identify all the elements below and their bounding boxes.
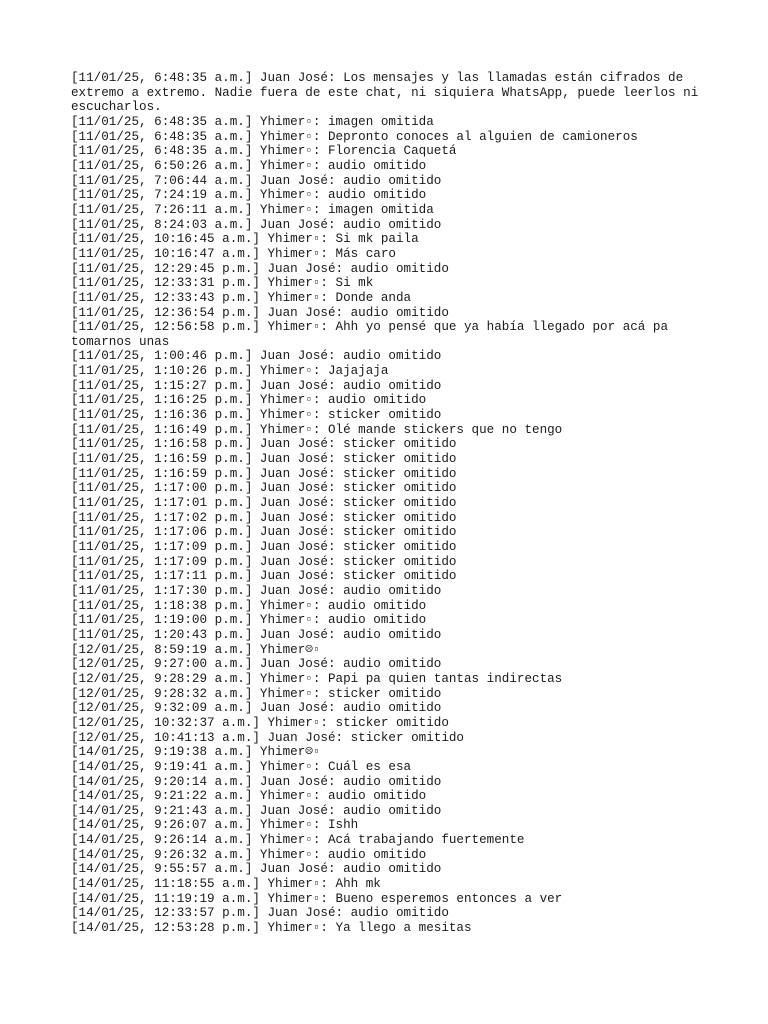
chat-message-line: [11/01/25, 12:33:43 p.m.] Yhimer▫: Donde anda xyxy=(71,290,412,305)
chat-message-line: [14/01/25, 9:21:43 a.m.] Juan José: audio omitido xyxy=(71,803,442,818)
chat-message-line: [14/01/25, 9:26:32 a.m.] Yhimer▫: audio omitido xyxy=(71,847,427,862)
chat-message-line: [11/01/25, 7:06:44 a.m.] Juan José: audio omitido xyxy=(71,173,442,188)
chat-transcript xyxy=(71,71,711,936)
chat-message-line: [11/01/25, 1:16:49 p.m.] Yhimer▫: Olé mande stickers que no tengo xyxy=(71,422,563,437)
chat-message-line: [11/01/25, 12:56:58 p.m.] Yhimer▫: Ahh yo pensé que ya había llegado por acá pa tomarnos unas xyxy=(71,320,676,349)
chat-message-line: [11/01/25, 12:29:45 p.m.] Juan José: audio omitido xyxy=(71,261,449,276)
chat-message-line: [11/01/25, 12:33:31 p.m.] Yhimer▫: Si mk xyxy=(71,276,374,291)
chat-message-line: [11/01/25, 1:16:59 p.m.] Juan José: sticker omitido xyxy=(71,466,457,481)
chat-message-line: [11/01/25, 10:16:45 a.m.] Yhimer▫: Si mk paila xyxy=(71,232,419,247)
chat-message-line: [11/01/25, 1:17:09 p.m.] Juan José: sticker omitido xyxy=(71,554,457,569)
chat-message-line: [11/01/25, 6:48:35 a.m.] Yhimer▫: Depronto conoces al alguien de camioneros xyxy=(71,129,638,144)
chat-message-line: [11/01/25, 1:17:09 p.m.] Juan José: sticker omitido xyxy=(71,540,457,554)
chat-message-line: [12/01/25, 10:32:37 a.m.] Yhimer▫: sticker omitido xyxy=(71,715,449,730)
chat-message-line: [14/01/25, 11:18:55 a.m.] Yhimer▫: Ahh mk xyxy=(71,877,381,892)
chat-message-line: [11/01/25, 1:18:38 p.m.] Yhimer▫: audio omitido xyxy=(71,598,427,613)
chat-message-line: [11/01/25, 1:10:26 p.m.] Yhimer▫: Jajajaja xyxy=(71,364,389,379)
chat-message-line: [11/01/25, 1:16:25 p.m.] Yhimer▫: audio omitido xyxy=(71,393,427,408)
chat-message-line: [14/01/25, 12:33:57 p.m.] Juan José: audio omitido xyxy=(71,906,449,921)
chat-message-line: [14/01/25, 9:55:57 a.m.] Juan José: audio omitido xyxy=(71,862,442,877)
chat-message-line: [11/01/25, 1:16:59 p.m.] Juan José: sticker omitido xyxy=(71,452,457,467)
chat-message-line: [14/01/25, 11:19:19 a.m.] Yhimer▫: Bueno esperemos entonces a ver xyxy=(71,891,563,906)
chat-message-line: [14/01/25, 9:26:14 a.m.] Yhimer▫: Acá trabajando fuertemente xyxy=(71,833,525,848)
chat-message-line: [11/01/25, 10:16:47 a.m.] Yhimer▫: Más caro xyxy=(71,246,396,261)
chat-message-line: [11/01/25, 1:20:43 p.m.] Juan José: audio omitido xyxy=(71,627,442,642)
chat-message-line: [12/01/25, 9:27:00 a.m.] Juan José: audio omitido xyxy=(71,657,442,672)
chat-message-line: [11/01/25, 6:48:35 a.m.] Yhimer▫: Florencia Caquetá xyxy=(71,144,457,159)
chat-message-line: [11/01/25, 7:26:11 a.m.] Yhimer▫: imagen omitida xyxy=(71,202,434,217)
chat-message-line: [14/01/25, 12:53:28 p.m.] Yhimer▫: Ya llego a mesitas xyxy=(71,921,472,936)
chat-message-line: [14/01/25, 9:26:07 a.m.] Yhimer▫: Ishh xyxy=(71,818,359,833)
chat-message-line: [12/01/25, 10:41:13 a.m.] Juan José: sticker omitido xyxy=(71,730,464,745)
chat-message-line: [11/01/25, 1:00:46 p.m.] Juan José: audio omitido xyxy=(71,349,442,364)
chat-message-line: [11/01/25, 1:17:06 p.m.] Juan José: sticker omitido xyxy=(71,525,457,540)
chat-message-line: [11/01/25, 1:17:01 p.m.] Juan José: sticker omitido xyxy=(71,496,457,511)
chat-message-line: [12/01/25, 9:32:09 a.m.] Juan José: audio omitido xyxy=(71,701,442,716)
chat-message-line: [11/01/25, 1:17:11 p.m.] Juan José: sticker omitido xyxy=(71,569,457,584)
chat-message-line: [11/01/25, 1:17:00 p.m.] Juan José: sticker omitido xyxy=(71,481,457,496)
chat-message-line: [14/01/25, 9:21:22 a.m.] Yhimer▫: audio omitido xyxy=(71,789,427,804)
chat-message-line: [12/01/25, 8:59:19 a.m.] Yhimer☹▫ xyxy=(71,642,321,657)
chat-message-line: [14/01/25, 9:20:14 a.m.] Juan José: audio omitido xyxy=(71,774,442,789)
chat-message-line: [11/01/25, 1:19:00 p.m.] Yhimer▫: audio omitido xyxy=(71,613,427,628)
chat-message-line: [14/01/25, 9:19:38 a.m.] Yhimer☹▫ xyxy=(71,745,321,760)
chat-message-line: [14/01/25, 9:19:41 a.m.] Yhimer▫: Cuál es esa xyxy=(71,759,412,774)
chat-message-line: [12/01/25, 9:28:29 a.m.] Yhimer▫: Papi pa quien tantas indirectas xyxy=(71,671,563,686)
chat-message-line: [11/01/25, 7:24:19 a.m.] Yhimer▫: audio omitido xyxy=(71,188,427,203)
chat-message-line: [11/01/25, 6:50:26 a.m.] Yhimer▫: audio omitido xyxy=(71,158,427,173)
chat-message-line: [11/01/25, 6:48:35 a.m.] Yhimer▫: imagen omitida xyxy=(71,114,434,129)
chat-message-line: [11/01/25, 1:16:36 p.m.] Yhimer▫: sticker omitido xyxy=(71,408,442,423)
chat-message-line: [11/01/25, 1:17:30 p.m.] Juan José: audio omitido xyxy=(71,583,442,598)
chat-message-line: [11/01/25, 1:15:27 p.m.] Juan José: audio omitido xyxy=(71,378,442,393)
chat-message-line: [11/01/25, 1:17:02 p.m.] Juan José: sticker omitido xyxy=(71,510,457,525)
chat-message-line: [11/01/25, 12:36:54 p.m.] Juan José: audio omitido xyxy=(71,305,449,320)
chat-message-line: [12/01/25, 9:28:32 a.m.] Yhimer▫: sticker omitido xyxy=(71,686,442,701)
chat-message-line: [11/01/25, 1:16:58 p.m.] Juan José: sticker omitido xyxy=(71,437,457,452)
chat-message-line: [11/01/25, 6:48:35 a.m.] Juan José: Los mensajes y las llamadas están cifrados de extremo a extremo. Nadie fuera de este chat, ni siquiera WhatsApp, puede leerlos ni escucharlos. xyxy=(71,71,706,115)
chat-message-line: [11/01/25, 8:24:03 a.m.] Juan José: audio omitido xyxy=(71,217,442,232)
